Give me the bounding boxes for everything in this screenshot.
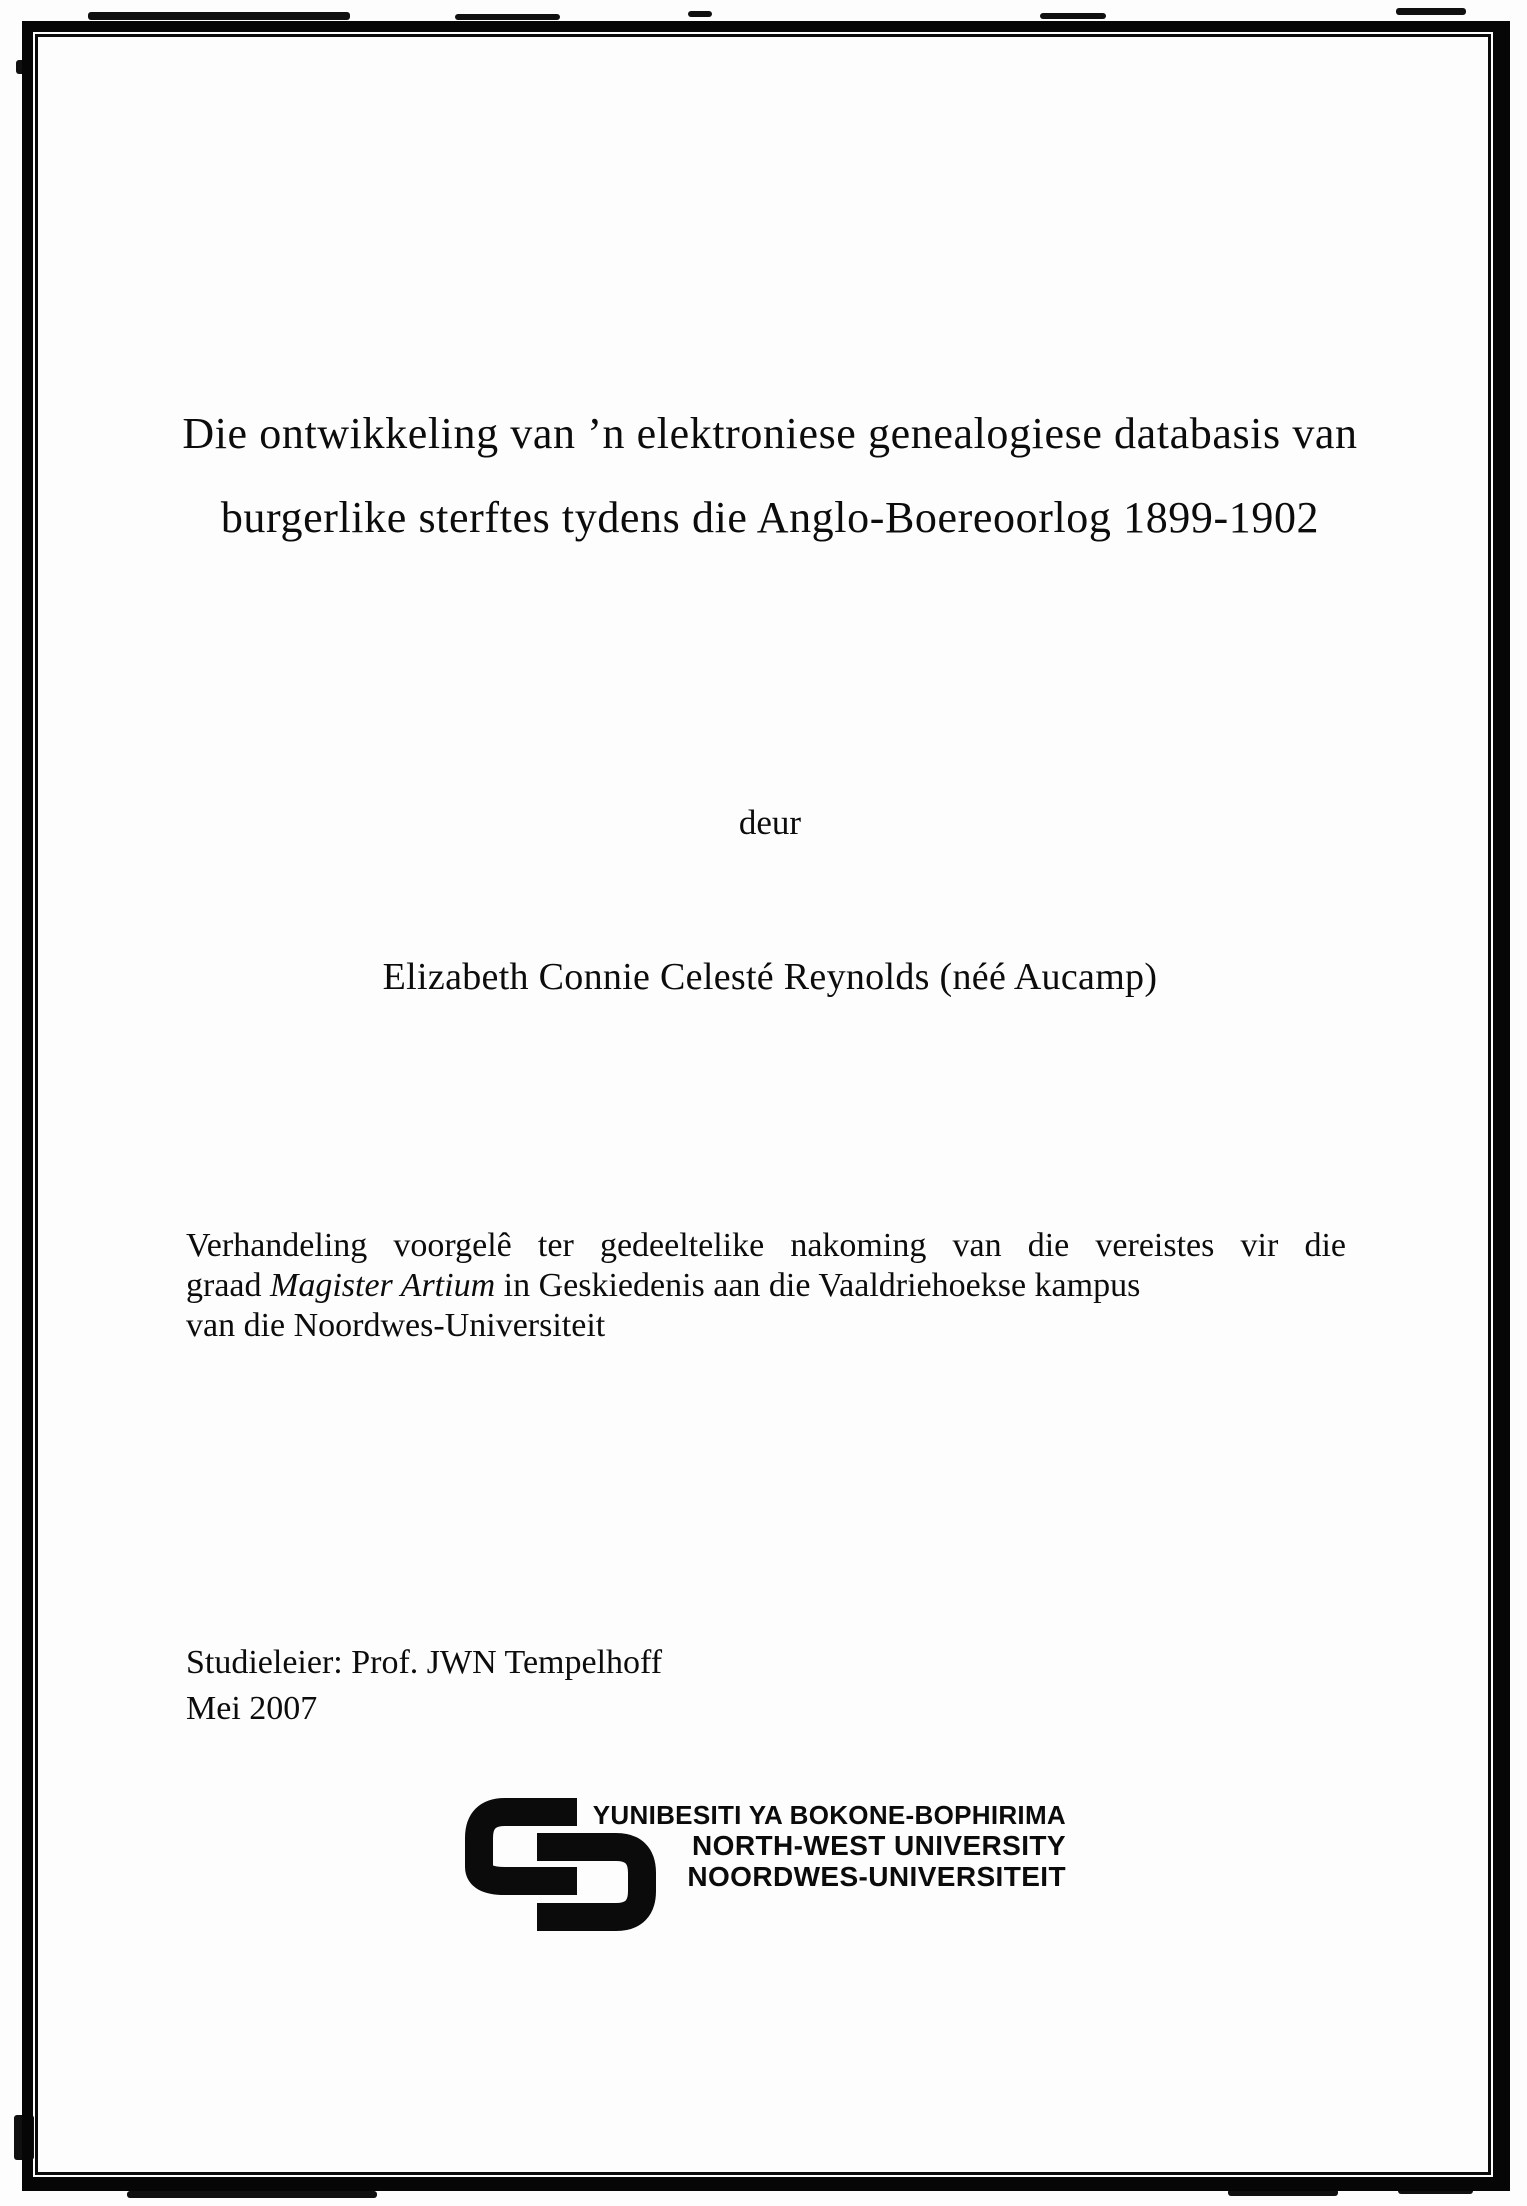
scan-artifact (1396, 8, 1466, 15)
declaration-line-2-pre: graad (186, 1267, 271, 1304)
declaration-line-3: van die Noordwes-Universiteit (186, 1307, 606, 1344)
declaration-line-1: Verhandeling voorgelê ter gedeeltelike nakoming van die vereistes vir die (186, 1227, 1346, 1264)
degree-name-italic: Magister Artium (270, 1267, 496, 1304)
thesis-title-line-2: burgerlike sterftes tydens die Anglo-Boereoorlog 1899-1902 (220, 493, 1320, 542)
logo-wordmark-line-english: NORTH-WEST UNIVERSITY (692, 1830, 1066, 1861)
supervisor-line: Studieleier: Prof. JWN Tempelhoff (186, 1644, 663, 1681)
scan-artifact (88, 12, 350, 20)
thesis-title (30, 392, 1510, 560)
scan-artifact (455, 14, 560, 20)
degree-declaration (186, 1226, 1346, 1346)
declaration-line-2-post: in Geskiedenis aan die Vaaldriehoekse kampus (495, 1267, 1141, 1304)
scan-artifact (127, 2191, 377, 2198)
byline-label: deur (738, 803, 802, 842)
logo-wordmark (590, 1800, 1066, 1892)
scan-artifact (1040, 13, 1106, 19)
scan-artifact (688, 11, 712, 17)
declaration-line-2 (186, 1266, 1346, 1306)
logo-wordmark-line-afrikaans: NOORDWES-UNIVERSITEIT (687, 1861, 1066, 1892)
author-name: Elizabeth Connie Celesté Reynolds (néé Aucamp) (382, 956, 1158, 998)
thesis-title-line-1: Die ontwikkeling van ’n elektroniese genealogiese databasis van (182, 409, 1358, 458)
supervisor-block (186, 1640, 662, 1732)
logo-wordmark-line-setswana: YUNIBESITI YA BOKONE-BOPHIRIMA (592, 1800, 1066, 1830)
date-line: Mei 2007 (186, 1690, 318, 1727)
